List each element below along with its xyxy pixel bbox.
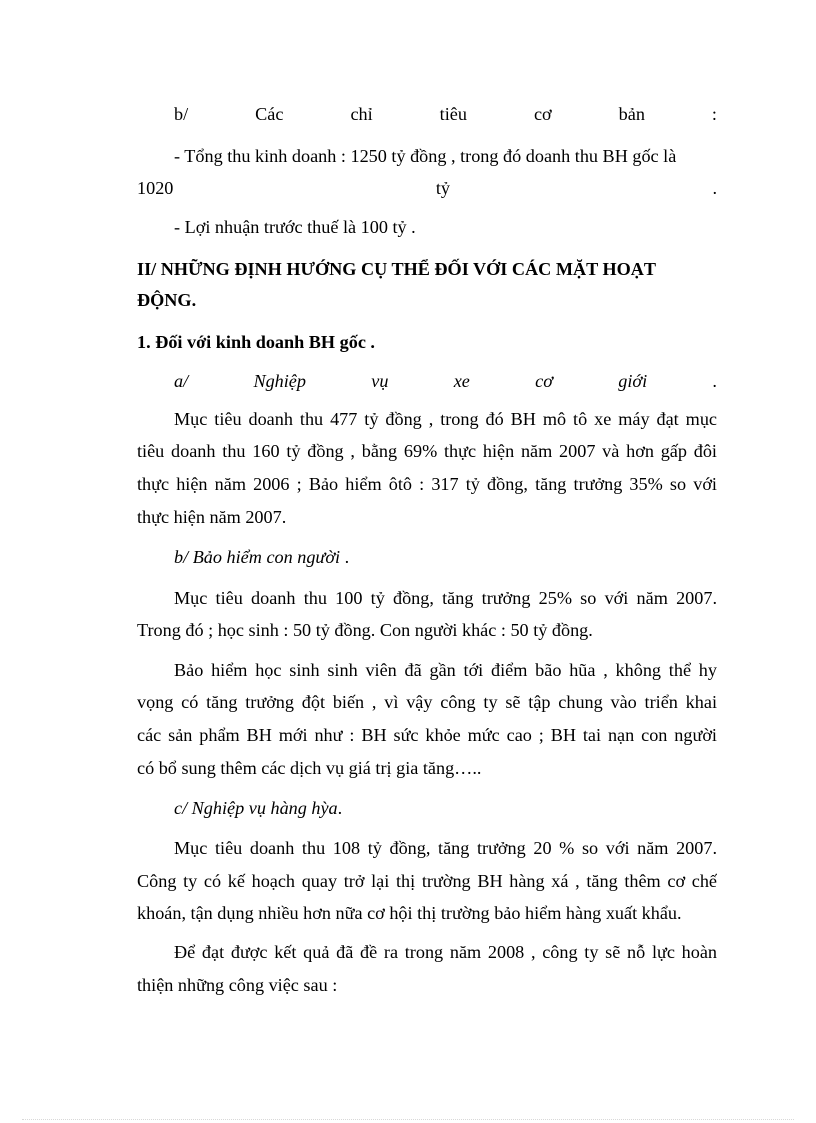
revenue-line-2 — [137, 175, 717, 201]
paragraph-line: Công ty có kế hoạch quay trở lại thị trường BH hàng xá , tăng thêm cơ chế — [137, 871, 717, 891]
section-2-heading-line-1 — [137, 256, 717, 282]
section-2-title: II/ NHỮNG ĐỊNH HƯỚNG CỤ THỂ ĐỐI VỚI CÁC MẶT HOẠT — [137, 259, 657, 279]
heading-word: Nghiệp — [253, 371, 306, 391]
revenue-word: 1020 — [137, 178, 174, 198]
paragraph-line: thực hiện năm 2006 ; Bảo hiểm ôtô : 317 tỷ đồng, tăng trưởng 35% so với — [137, 474, 717, 494]
heading-word: : — [711, 104, 717, 124]
paragraph-line: vọng có tăng trưởng đột biến , vì vậy công ty sẽ tập chung vào triển khai — [137, 692, 717, 712]
revenue-word: . — [712, 178, 717, 198]
section-b-heading — [174, 101, 717, 127]
section-b2-title: b/ Bảo hiểm con người — [174, 547, 341, 567]
heading-word: b/ — [174, 104, 189, 124]
section-c-title-end: . — [337, 798, 343, 818]
subsection-1-title: 1. Đối với kinh doanh BH gốc . — [137, 332, 375, 352]
paragraph-line: thực hiện năm 2007. — [137, 507, 287, 527]
heading-word: xe — [453, 371, 470, 391]
revenue-line-1: - Tổng thu kinh doanh : 1250 tỷ đồng , trong đó doanh thu BH gốc là — [174, 146, 677, 166]
heading-word: cơ — [535, 371, 553, 391]
paragraph-line: tiêu doanh thu 160 tỷ đồng , bằng 69% thực hiện năm 2007 và hơn gấp đôi — [137, 441, 717, 461]
heading-word: vụ — [371, 371, 389, 391]
section-2-heading-line-2: ĐỘNG. — [137, 290, 197, 310]
paragraph-line: Mục tiêu doanh thu 477 tỷ đồng , trong đó BH mô tô xe máy đạt mục — [174, 409, 717, 429]
heading-word: chỉ — [350, 104, 373, 124]
paragraph-line: Để đạt được kết quả đã đề ra trong năm 2008 , công ty sẽ nỗ lực hoàn — [174, 942, 717, 962]
paragraph-line: Mục tiêu doanh thu 100 tỷ đồng, tăng trưởng 25% so với năm 2007. — [174, 588, 717, 608]
paragraph-line: Trong đó ; học sinh : 50 tỷ đồng. Con người khác : 50 tỷ đồng. — [137, 620, 593, 640]
section-c-heading — [174, 795, 754, 821]
heading-word: tiêu — [439, 104, 467, 124]
page-bottom-divider — [22, 1119, 794, 1120]
profit-line: - Lợi nhuận trước thuế là 100 tỷ . — [174, 217, 416, 237]
section-a-heading — [174, 368, 717, 394]
section-b2-heading — [174, 544, 754, 570]
paragraph-line: khoán, tận dụng nhiều hơn nữa cơ hội thị trường bảo hiểm hàng xuất khẩu. — [137, 903, 682, 923]
paragraph-line: thiện những công việc sau : — [137, 975, 338, 995]
paragraph-line: các sản phẩm BH mới như : BH sức khỏe mức cao ; BH tai nạn con người — [137, 725, 717, 745]
heading-word: . — [712, 371, 717, 391]
heading-word: a/ — [174, 371, 189, 391]
revenue-word: tỷ — [435, 178, 450, 198]
paragraph-line: Mục tiêu doanh thu 108 tỷ đồng, tăng trưởng 20 % so với năm 2007. — [174, 838, 717, 858]
heading-word: bản — [618, 104, 645, 124]
heading-word: cơ — [533, 104, 552, 124]
section-c-title: c/ Nghiệp vụ hàng hỳa — [174, 798, 338, 818]
paragraph-line: có bổ sung thêm các dịch vụ giá trị gia tăng….. — [137, 758, 482, 778]
paragraph-line: Bảo hiểm học sinh sinh viên đã gần tới điểm bão hũa , không thể hy — [174, 660, 717, 680]
heading-word: Các — [255, 104, 284, 124]
section-b2-title-end: . — [340, 547, 350, 567]
heading-word: giới — [618, 371, 648, 391]
